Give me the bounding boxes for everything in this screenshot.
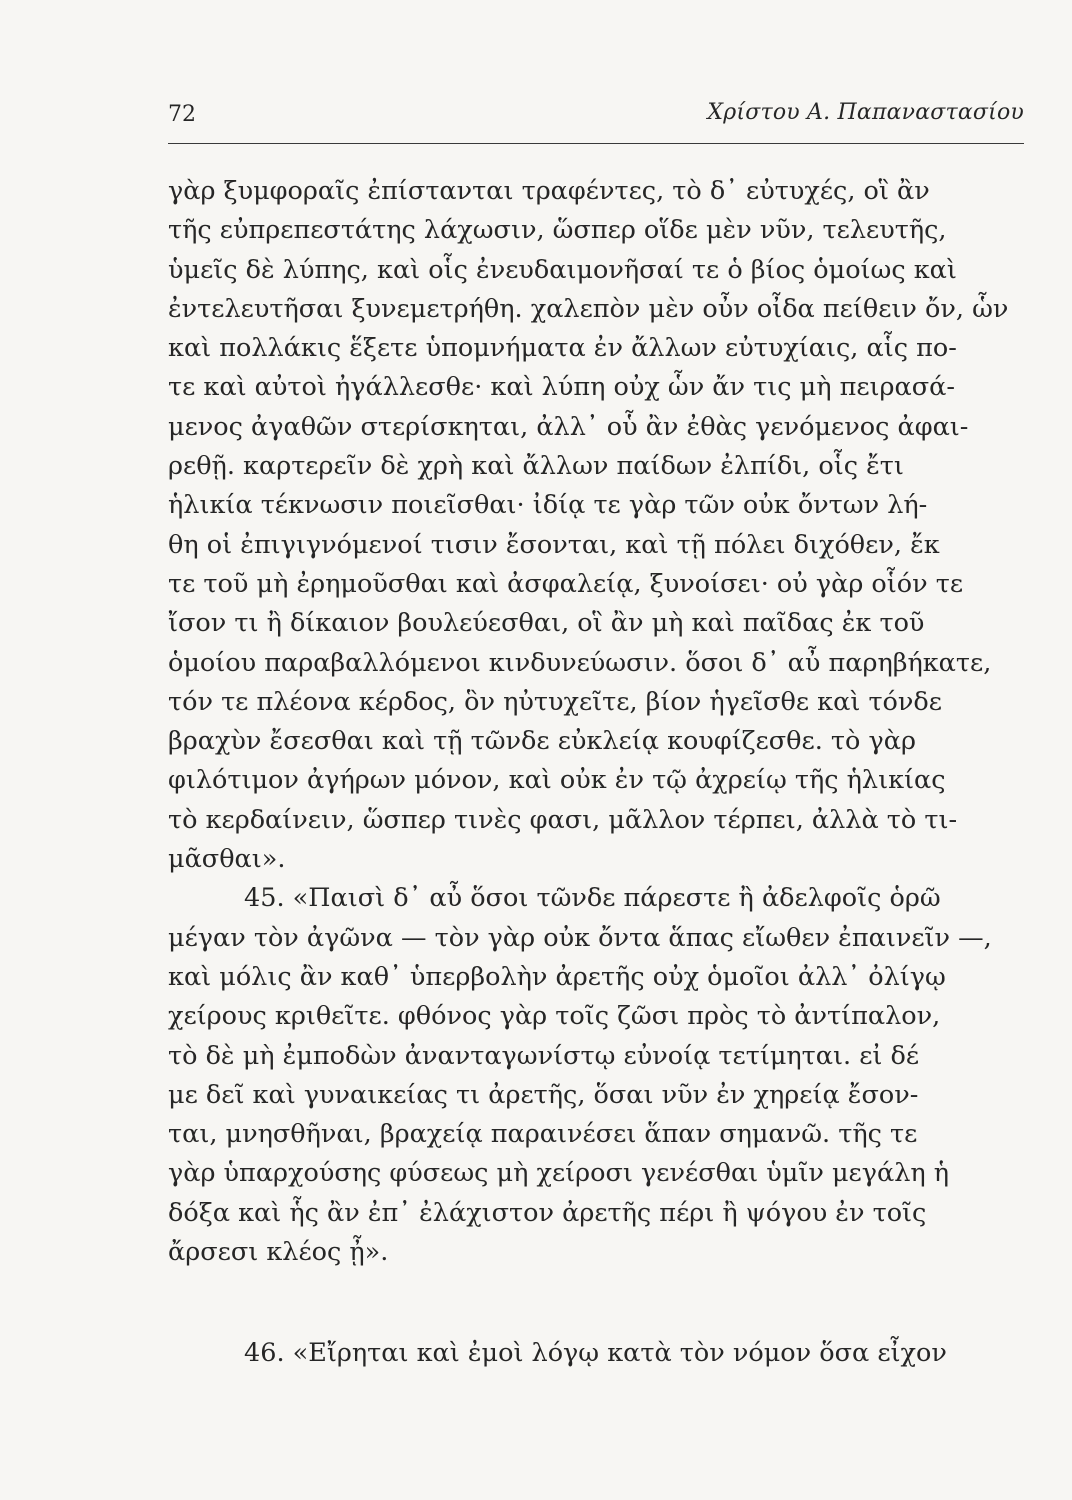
text-line: φιλότιμον ἀγήρων μόνον, καὶ οὐκ ἐν τῷ ἀχρείῳ τῆς ἡλικίας [168, 765, 946, 796]
text-line: τὸ κερδαίνειν, ὥσπερ τινὲς φασι, μᾶλλον τέρπει, ἀλλὰ τὸ τι- [168, 804, 958, 835]
text-line: θη οἱ ἐπιγιγνόμενοί τισιν ἔσονται, καὶ τῇ πόλει διχόθεν, ἔκ [168, 529, 940, 560]
text-line: ἴσον τι ἢ δίκαιον βουλεύεσθαι, οἳ ἂν μὴ καὶ παῖδας ἐκ τοῦ [168, 608, 925, 639]
text-line: τε καὶ αὐτοὶ ἠγάλλεσθε· καὶ λύπη οὐχ ὧν ἄν τις μὴ πειρασά- [168, 372, 956, 403]
section-46-heading-line: 46. «Εἴρηται καὶ ἐμοὶ λόγῳ κατὰ τὸν νόμον ὅσα εἶχον [244, 1338, 947, 1369]
text-line: μᾶσθαι». [168, 844, 286, 875]
text-line: τὸ δὲ μὴ ἐμποδὼν ἀνανταγωνίστῳ εὐνοίᾳ τετίμηται. εἰ δέ [168, 1040, 920, 1071]
text-line: ἄρσεσι κλέος ᾖ». [168, 1237, 389, 1268]
text-line: τόν τε πλέονα κέρδος, ὃν ηὐτυχεῖτε, βίον ἡγεῖσθε καὶ τόνδε [168, 686, 942, 717]
text-line: χείρους κριθεῖτε. φθόνος γὰρ τοῖς ζῶσι πρὸς τὸ ἀντίπαλον, [168, 1001, 941, 1032]
text-line: τῆς εὐπρεπεστάτης λάχωσιν, ὥσπερ οἵδε μὲν νῦν, τελευτῆς, [168, 215, 947, 246]
text-line: με δεῖ καὶ γυναικείας τι ἀρετῆς, ὅσαι νῦν ἐν χηρείᾳ ἔσον- [168, 1079, 919, 1110]
text-line: γὰρ ξυμφοραῖς ἐπίστανται τραφέντες, τὸ δ᾽ εὐτυχές, οἳ ἂν [168, 176, 930, 206]
text-line: μέγαν τὸν ἀγῶνα — τὸν γὰρ οὐκ ὄντα ἅπας εἴωθεν ἐπαινεῖν —, [168, 922, 992, 953]
text-line: ὑμεῖς δὲ λύπης, καὶ οἷς ἐνευδαιμονῆσαί τε ὁ βίος ὁμοίως καὶ [168, 254, 957, 285]
body-text [168, 172, 1024, 1374]
text-line: ἐντελευτῆσαι ξυνεμετρήθη. χαλεπὸν μὲν οὖν οἶδα πείθειν ὄν, ὧν [168, 293, 1009, 324]
text-line: ρεθῇ. καρτερεῖν δὲ χρὴ καὶ ἄλλων παίδων ἐλπίδι, οἷς ἔτι [168, 451, 904, 482]
text-line: ὁμοίου παραβαλλόμενοι κινδυνεύωσιν. ὅσοι δ᾽ αὖ παρηβήκατε, [168, 647, 992, 678]
text-line: καὶ πολλάκις ἕξετε ὑπομνήματα ἐν ἄλλων εὐτυχίαις, αἷς πο- [168, 333, 957, 364]
text-line: γὰρ ὑπαρχούσης φύσεως μὴ χείροσι γενέσθαι ὑμῖν μεγάλη ἡ [168, 1158, 950, 1189]
text-line: τε τοῦ μὴ ἐρημοῦσθαι καὶ ἀσφαλείᾳ, ξυνοίσει· οὐ γὰρ οἷόν τε [168, 568, 964, 599]
text-line: ἡλικία τέκνωσιν ποιεῖσθαι· ἰδίᾳ τε γὰρ τῶν οὐκ ὄντων λή- [168, 490, 928, 521]
text-line: καὶ μόλις ἂν καθ᾽ ὑπερβολὴν ἀρετῆς οὐχ ὁμοῖοι ἀλλ᾽ ὀλίγῳ [168, 961, 946, 992]
section-45-heading-line: 45. «Παισὶ δ᾽ αὖ ὅσοι τῶνδε πάρεστε ἢ ἀδελφοῖς ὁρῶ [244, 883, 941, 914]
page-number: 72 [168, 102, 196, 127]
text-line: μενος ἀγαθῶν στερίσκηται, ἀλλ᾽ οὗ ἂν ἐθὰς γενόμενος ἀφαι- [168, 411, 969, 442]
text-line: δόξα καὶ ἧς ἂν ἐπ᾽ ἐλάχιστον ἀρετῆς πέρι ἢ ψόγου ἐν τοῖς [168, 1197, 927, 1228]
text-line: ται, μνησθῆναι, βραχείᾳ παραινέσει ἅπαν σημανῶ. τῆς τε [168, 1119, 918, 1150]
running-head [168, 100, 1024, 136]
running-title: Χρίστου Α. Παπαναστασίου [707, 100, 1024, 125]
text-line: βραχὺν ἔσεσθαι καὶ τῇ τῶνδε εὐκλείᾳ κουφίζεσθε. τὸ γὰρ [168, 726, 916, 757]
header-rule [168, 143, 1024, 144]
